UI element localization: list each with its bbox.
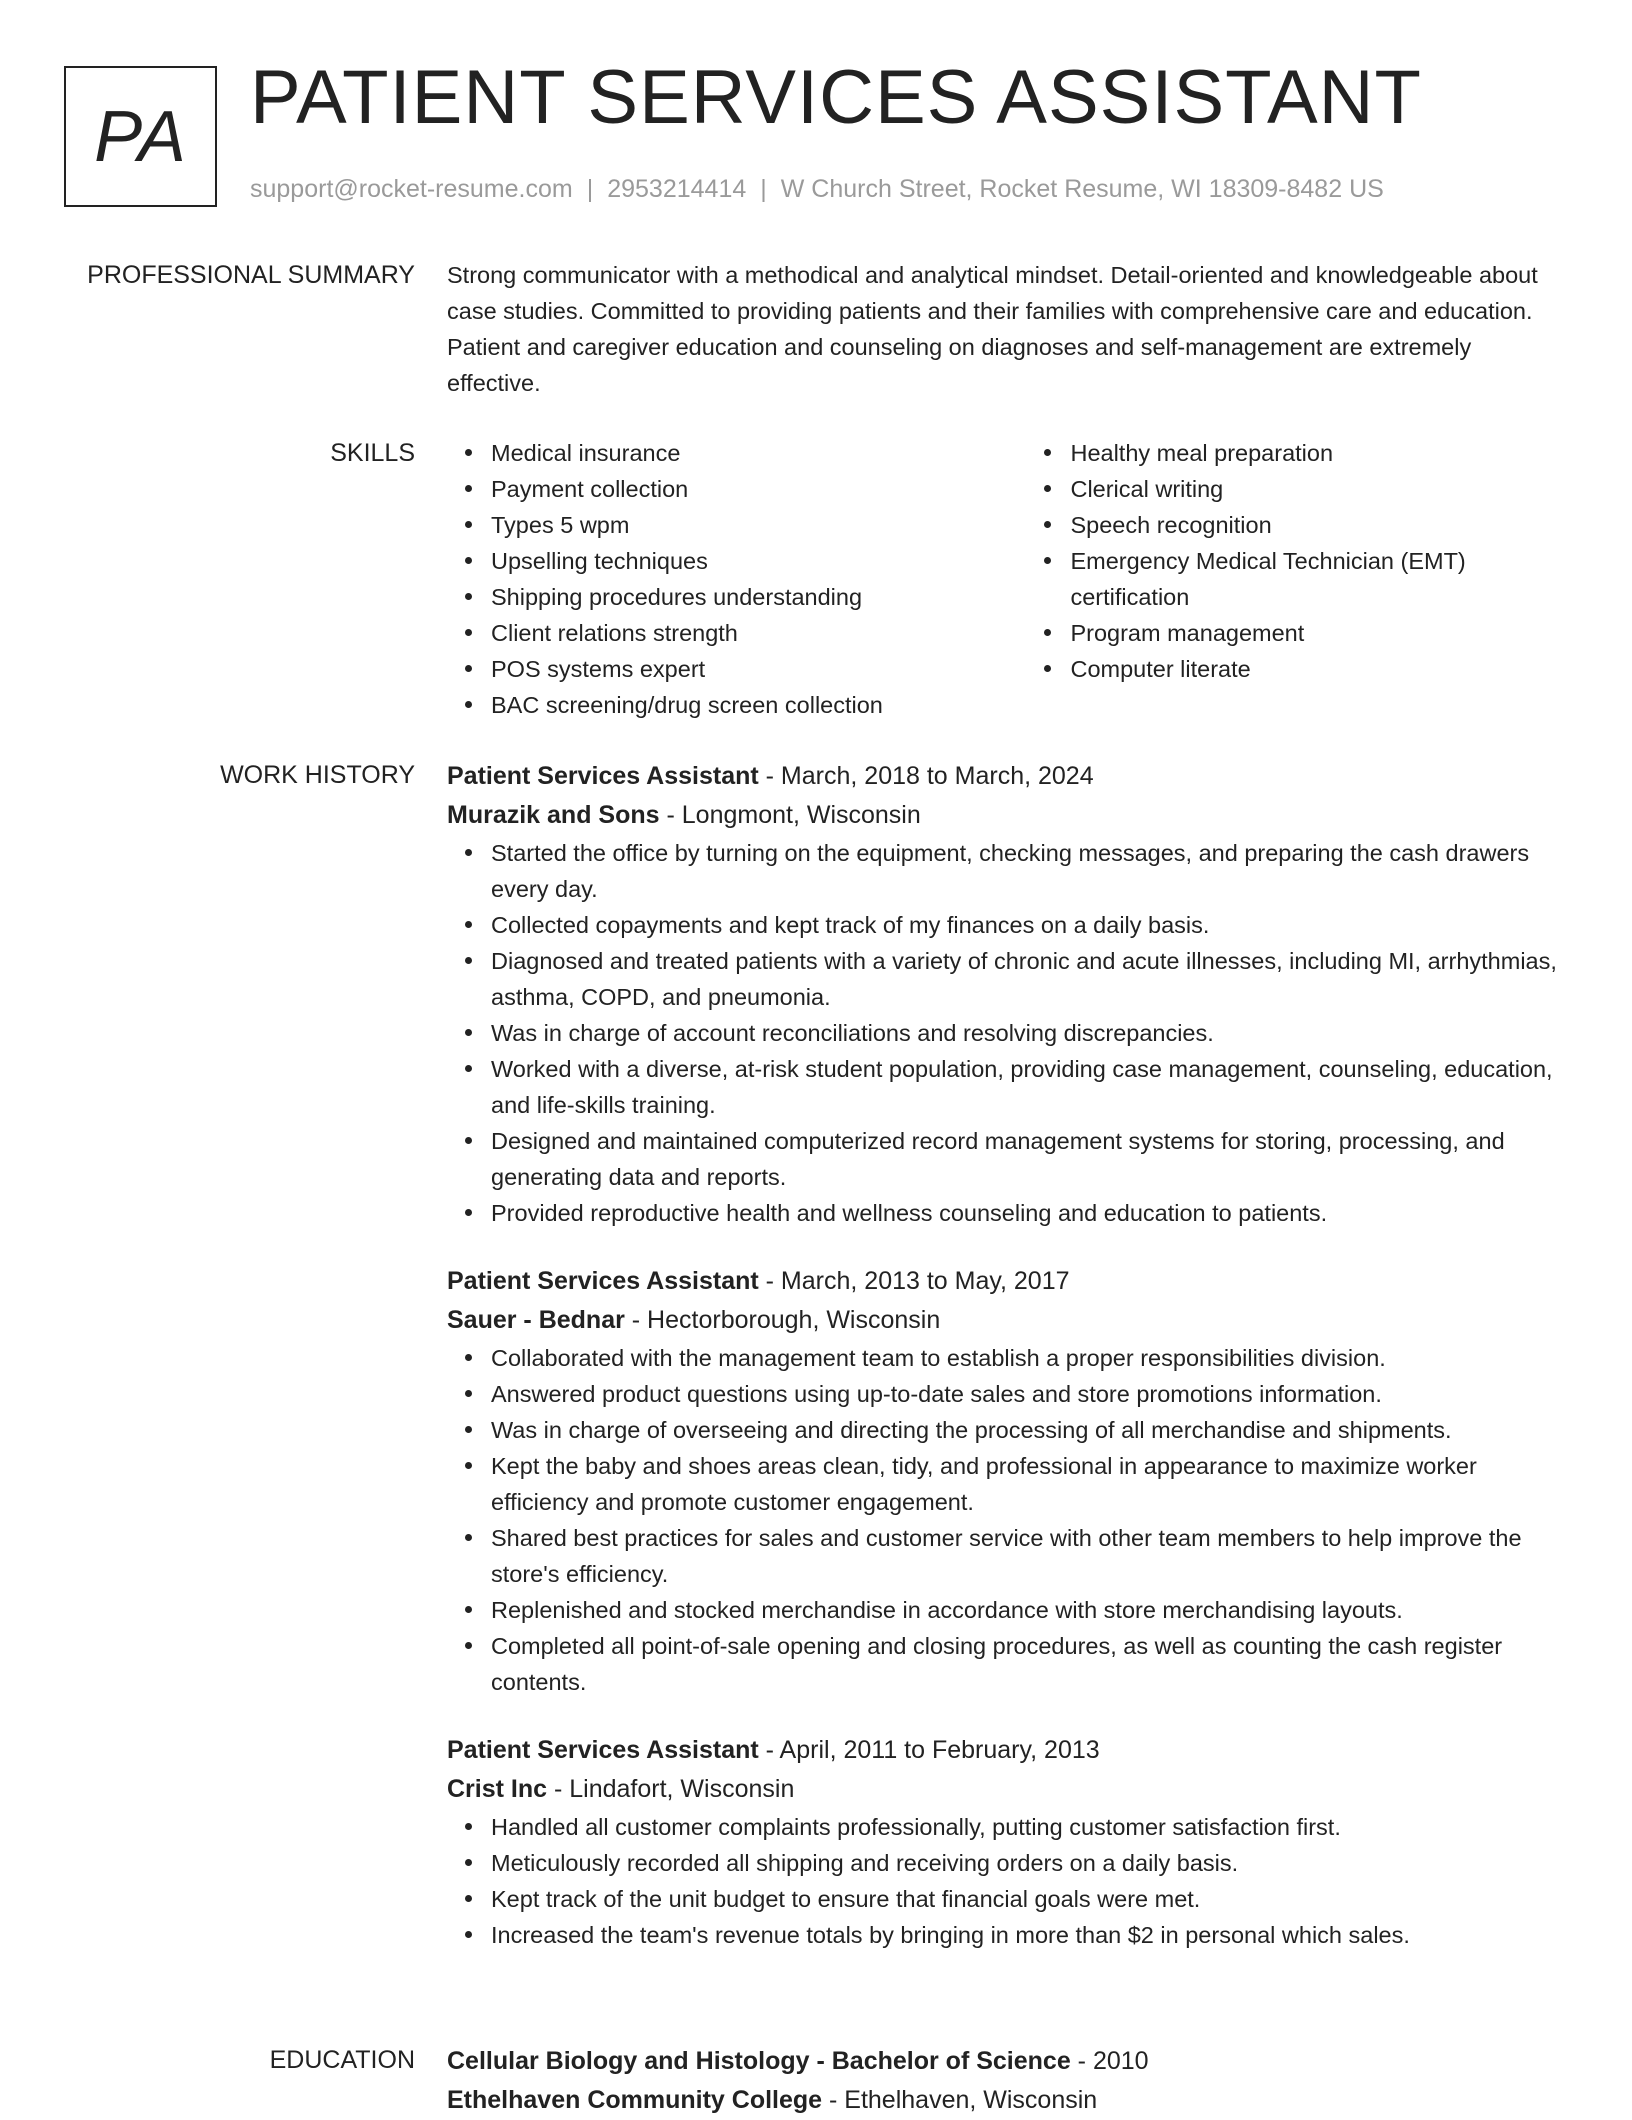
skill-item: Upselling techniques	[491, 543, 1026, 579]
skill-item: Emergency Medical Technician (EMT) certification	[1070, 543, 1567, 615]
job-duty: Was in charge of account reconciliations and resolving discrepancies.	[491, 1015, 1567, 1051]
job-company-line	[447, 1301, 1567, 1340]
job-duty: Started the office by turning on the equipment, checking messages, and preparing the cash drawers every day.	[491, 835, 1567, 907]
contact-line	[250, 175, 1384, 204]
job-company: Crist Inc	[447, 1775, 548, 1803]
job-company-line	[447, 1770, 1567, 1809]
summary-text: Strong communicator with a methodical and analytical mindset. Detail-oriented and knowledgeable about case studies. Committed to providing patients and their families with comprehensive care and education. Patient and caregiver education and counseling on diagnoses and self-management are extremely effective.	[447, 262, 1538, 396]
contact-separator: |	[760, 175, 767, 203]
section-heading: EDUCATION	[269, 2046, 415, 2074]
skill-item: Medical insurance	[491, 435, 1026, 471]
section-heading: SKILLS	[330, 439, 415, 467]
skill-item: Client relations strength	[491, 615, 1026, 651]
job-title-line	[447, 757, 1567, 796]
job-duty: Handled all customer complaints professionally, putting customer satisfaction first.	[491, 1809, 1567, 1845]
skills-body	[447, 435, 1567, 723]
job-company-line	[447, 796, 1567, 835]
job-duties	[447, 835, 1567, 1231]
job-title-line	[447, 1262, 1567, 1301]
skill-item: BAC screening/drug screen collection	[491, 687, 1026, 723]
job-company: Murazik and Sons	[447, 801, 660, 829]
job-duty: Kept track of the unit budget to ensure that financial goals were met.	[491, 1881, 1567, 1917]
section-heading: WORK HISTORY	[220, 761, 415, 789]
job-duty: Provided reproductive health and wellness counseling and education to patients.	[491, 1195, 1567, 1231]
job-company: Sauer - Bednar	[447, 1306, 625, 1334]
school-location: - Ethelhaven, Wisconsin	[822, 2086, 1098, 2114]
skill-item: Healthy meal preparation	[1070, 435, 1567, 471]
skill-item: POS systems expert	[491, 651, 1026, 687]
job-duties	[447, 1809, 1567, 1953]
job-duty: Shared best practices for sales and customer service with other team members to help improve the store's efficiency.	[491, 1520, 1567, 1592]
school-line	[447, 2081, 1567, 2120]
job-duty: Meticulously recorded all shipping and receiving orders on a daily basis.	[491, 1845, 1567, 1881]
job-dates: - March, 2013 to May, 2017	[758, 1267, 1070, 1295]
job-duty: Kept the baby and shoes areas clean, tidy, and professional in appearance to maximize worker efficiency and promote customer engagement.	[491, 1448, 1567, 1520]
job-duty: Was in charge of overseeing and directing the processing of all merchandise and shipments.	[491, 1412, 1567, 1448]
job-dates: - April, 2011 to February, 2013	[758, 1736, 1100, 1764]
skill-item: Payment collection	[491, 471, 1026, 507]
skill-item: Clerical writing	[1070, 471, 1567, 507]
contact-separator: |	[586, 175, 594, 203]
monogram-logo: PA	[64, 66, 217, 207]
job-location: - Longmont, Wisconsin	[659, 801, 921, 829]
job-duty: Diagnosed and treated patients with a variety of chronic and acute illnesses, including MI, arrhythmias, asthma, COPD, and pneumonia.	[491, 943, 1567, 1015]
contact-email: support@rocket-resume.com	[250, 175, 573, 203]
graduation-year: - 2010	[1070, 2047, 1149, 2075]
job-entry	[447, 1262, 1567, 1700]
section-heading: PROFESSIONAL SUMMARY	[87, 261, 415, 289]
job-duties	[447, 1340, 1567, 1700]
degree: Cellular Biology and Histology - Bachelor of Science	[447, 2047, 1071, 2075]
job-duty: Completed all point-of-sale opening and closing procedures, as well as counting the cash register contents.	[491, 1628, 1567, 1700]
job-entry	[447, 757, 1567, 1231]
job-title: Patient Services Assistant	[447, 1736, 759, 1764]
skill-item: Speech recognition	[1070, 507, 1567, 543]
work-history-body	[447, 757, 1567, 1953]
school-name: Ethelhaven Community College	[447, 2086, 823, 2114]
job-duty: Collaborated with the management team to establish a proper responsibilities division.	[491, 1340, 1567, 1376]
job-entry	[447, 1731, 1567, 1953]
job-duty: Replenished and stocked merchandise in accordance with store merchandising layouts.	[491, 1592, 1567, 1628]
job-dates: - March, 2018 to March, 2024	[758, 762, 1094, 790]
skill-item: Types 5 wpm	[491, 507, 1026, 543]
degree-line	[447, 2042, 1567, 2081]
skill-item: Program management	[1070, 615, 1567, 651]
job-title-line	[447, 1731, 1567, 1770]
skill-item: Computer literate	[1070, 651, 1567, 687]
job-title: Patient Services Assistant	[447, 762, 759, 790]
candidate-name: PATIENT SERVICES ASSISTANT	[250, 55, 1422, 140]
job-location: - Lindafort, Wisconsin	[547, 1775, 795, 1803]
job-location: - Hectorborough, Wisconsin	[624, 1306, 941, 1334]
job-duty: Collected copayments and kept track of my finances on a daily basis.	[491, 907, 1567, 943]
job-title: Patient Services Assistant	[447, 1267, 759, 1295]
job-duty: Answered product questions using up-to-date sales and store promotions information.	[491, 1376, 1567, 1412]
job-duty: Worked with a diverse, at-risk student population, providing case management, counseling, education, and life-skills training.	[491, 1051, 1567, 1123]
contact-address: W Church Street, Rocket Resume, WI 18309-8482 US	[780, 175, 1384, 203]
contact-phone: 2953214414	[607, 175, 747, 203]
job-duty: Designed and maintained computerized record management systems for storing, processing, and generating data and reports.	[491, 1123, 1567, 1195]
skill-item: Shipping procedures understanding	[491, 579, 1026, 615]
skills-column-1	[447, 435, 1026, 723]
skills-column-2	[1026, 435, 1567, 723]
job-duty: Increased the team's revenue totals by bringing in more than $2 in personal which sales.	[491, 1917, 1567, 1953]
education-body	[447, 2042, 1567, 2120]
